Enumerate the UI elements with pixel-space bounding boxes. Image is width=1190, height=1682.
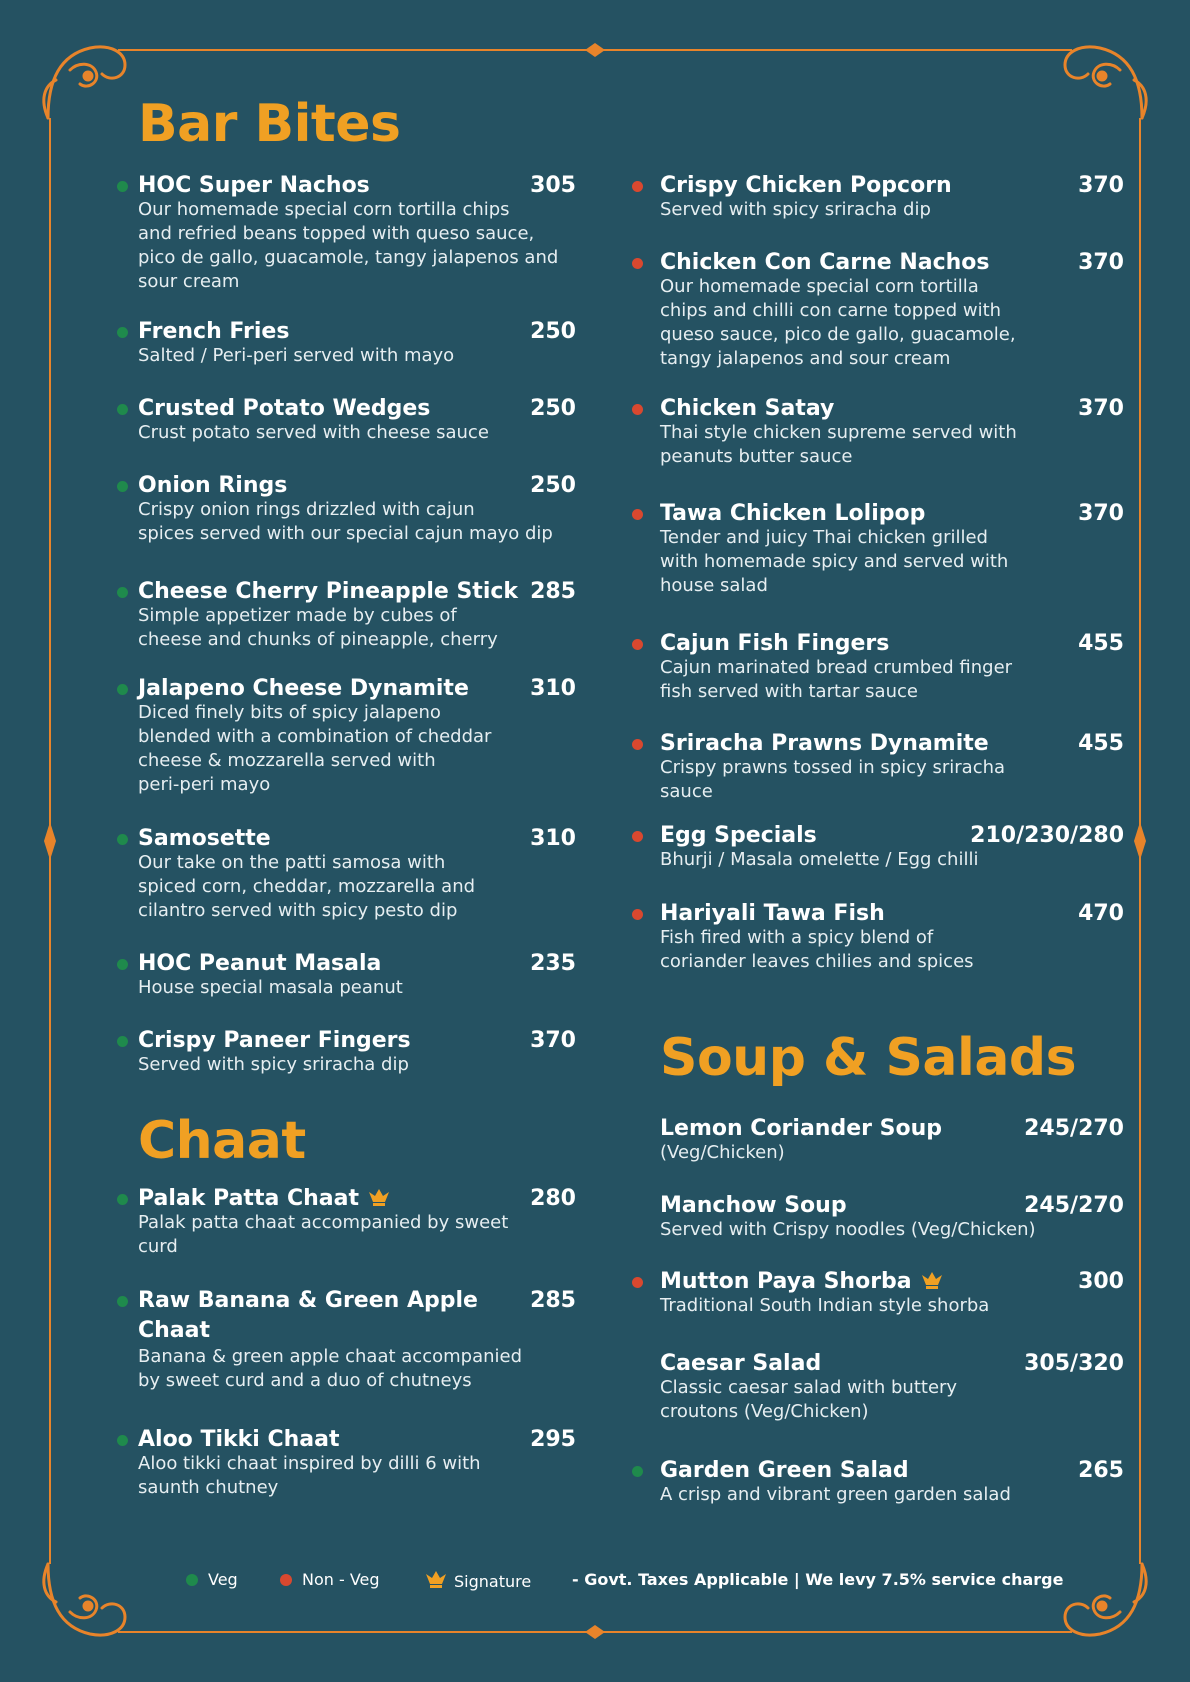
veg-dot-icon — [117, 181, 128, 192]
item-name: Crispy Chicken Popcorn — [660, 173, 952, 198]
item-name: Cajun Fish Fingers — [660, 631, 890, 656]
veg-dot-icon — [632, 1466, 643, 1477]
item-description: saunth chutney — [138, 1477, 279, 1498]
item-price: 285 — [530, 1288, 576, 1313]
signature-crown-icon — [920, 1269, 944, 1291]
item-description: Served with spicy sriracha dip — [660, 199, 931, 220]
item-description: tangy jalapenos and sour cream — [660, 348, 951, 369]
item-name: Mutton Paya Shorba — [660, 1268, 944, 1296]
item-description: Salted / Peri-peri served with mayo — [138, 345, 455, 366]
item-name: HOC Peanut Masala — [138, 951, 382, 976]
item-description: A crisp and vibrant green garden salad — [660, 1484, 1011, 1505]
item-description: (Veg/Chicken) — [660, 1142, 785, 1163]
item-description: chips and chilli con carne topped with — [660, 300, 1002, 321]
item-description: Crispy prawns tossed in spicy sriracha — [660, 757, 1006, 778]
section-title-chaat: Chaat — [138, 1111, 306, 1171]
item-description: Fish fired with a spicy blend of — [660, 927, 934, 948]
item-name-line2: Chaat — [138, 1318, 211, 1343]
item-description: cheese & mozzarella served with — [138, 750, 436, 771]
item-name: Sriracha Prawns Dynamite — [660, 731, 989, 756]
item-description: Our homemade special corn tortilla — [660, 276, 979, 297]
item-description: cheese and chunks of pineapple, cherry — [138, 629, 498, 650]
item-description: coriander leaves chilies and spices — [660, 951, 974, 972]
item-description: Simple appetizer made by cubes of — [138, 605, 457, 626]
signature-crown-icon — [367, 1186, 391, 1208]
item-price: 310 — [530, 676, 576, 701]
veg-dot-icon — [117, 959, 128, 970]
item-description: Classic caesar salad with buttery — [660, 1377, 958, 1398]
item-description: peanuts butter sauce — [660, 446, 853, 467]
item-price: 250 — [530, 396, 576, 421]
item-name: Caesar Salad — [660, 1351, 822, 1376]
veg-dot-icon — [117, 404, 128, 415]
item-price: 280 — [530, 1186, 576, 1211]
item-price: 250 — [530, 319, 576, 344]
veg-dot-icon — [117, 1036, 128, 1047]
veg-dot-icon — [117, 1435, 128, 1446]
item-description: Bhurji / Masala omelette / Egg chilli — [660, 849, 979, 870]
nonveg-dot-icon — [632, 1277, 643, 1288]
item-description: with homemade spicy and served with — [660, 551, 1009, 572]
nonveg-dot-icon — [632, 404, 643, 415]
item-name: Palak Patta Chaat — [138, 1185, 391, 1213]
item-description: sauce — [660, 781, 713, 802]
item-price: 245/270 — [1024, 1193, 1124, 1218]
item-price: 305 — [530, 173, 576, 198]
veg-dot-icon — [117, 481, 128, 492]
item-name: Hariyali Tawa Fish — [660, 901, 885, 926]
item-price: 210/230/280 — [970, 823, 1124, 848]
item-description: pico de gallo, guacamole, tangy jalapenos and — [138, 247, 559, 268]
veg-dot-icon — [117, 684, 128, 695]
item-description: spiced corn, cheddar, mozzarella and — [138, 876, 476, 897]
nonveg-dot-icon — [280, 1574, 292, 1586]
legend-tax-note: - Govt. Taxes Applicable | We levy 7.5% service charge — [572, 1570, 1064, 1589]
item-description: blended with a combination of cheddar — [138, 726, 492, 747]
item-description: spices served with our special cajun mayo dip — [138, 523, 553, 544]
item-description: house salad — [660, 575, 768, 596]
veg-dot-icon — [117, 327, 128, 338]
item-description: Our homemade special corn tortilla chips — [138, 199, 510, 220]
item-description: curd — [138, 1236, 178, 1257]
item-description: Served with spicy sriracha dip — [138, 1054, 409, 1075]
item-description: Cajun marinated bread crumbed finger — [660, 657, 1013, 678]
legend — [0, 1568, 1190, 1598]
veg-dot-icon — [117, 1194, 128, 1205]
item-name: French Fries — [138, 319, 290, 344]
item-description: Thai style chicken supreme served with — [660, 422, 1017, 443]
item-description: by sweet curd and a duo of chutneys — [138, 1370, 472, 1391]
nonveg-dot-icon — [632, 739, 643, 750]
item-price: 370 — [1078, 250, 1124, 275]
signature-crown-icon — [424, 1568, 448, 1590]
item-price: 310 — [530, 826, 576, 851]
item-name: HOC Super Nachos — [138, 173, 370, 198]
nonveg-dot-icon — [632, 639, 643, 650]
item-price: 295 — [530, 1427, 576, 1452]
item-price: 285 — [530, 579, 576, 604]
veg-dot-icon — [117, 1296, 128, 1307]
item-price: 370 — [1078, 501, 1124, 526]
item-description: Crust potato served with cheese sauce — [138, 422, 489, 443]
item-description: queso sauce, pico de gallo, guacamole, — [660, 324, 1016, 345]
item-description: Aloo tikki chaat inspired by dilli 6 with — [138, 1453, 481, 1474]
item-description: Diced finely bits of spicy jalapeno — [138, 702, 441, 723]
item-description: Crispy onion rings drizzled with cajun — [138, 499, 475, 520]
item-name: Onion Rings — [138, 473, 288, 498]
item-name: Jalapeno Cheese Dynamite — [138, 676, 469, 701]
item-description: and refried beans topped with queso sauce, — [138, 223, 535, 244]
section-title-bar-bites: Bar Bites — [138, 94, 401, 154]
item-price: 455 — [1078, 731, 1124, 756]
item-description: fish served with tartar sauce — [660, 681, 918, 702]
item-price: 300 — [1078, 1269, 1124, 1294]
item-description: Banana & green apple chaat accompanied — [138, 1346, 523, 1367]
item-name: Aloo Tikki Chaat — [138, 1427, 340, 1452]
item-price: 470 — [1078, 901, 1124, 926]
item-name: Lemon Coriander Soup — [660, 1116, 943, 1141]
item-price: 245/270 — [1024, 1116, 1124, 1141]
veg-dot-icon — [186, 1574, 198, 1586]
item-description: Tender and juicy Thai chicken grilled — [660, 527, 988, 548]
item-name: Samosette — [138, 826, 271, 851]
item-price: 235 — [530, 951, 576, 976]
item-price: 305/320 — [1024, 1351, 1124, 1376]
item-name: Chicken Con Carne Nachos — [660, 250, 990, 275]
nonveg-dot-icon — [632, 831, 643, 842]
item-name: Egg Specials — [660, 823, 817, 848]
item-description: Traditional South Indian style shorba — [660, 1295, 990, 1316]
nonveg-dot-icon — [632, 909, 643, 920]
nonveg-dot-icon — [632, 181, 643, 192]
nonveg-dot-icon — [632, 258, 643, 269]
item-name: Crusted Potato Wedges — [138, 396, 431, 421]
item-name: Cheese Cherry Pineapple Stick — [138, 579, 519, 604]
item-description: Served with Crispy noodles (Veg/Chicken) — [660, 1219, 1036, 1240]
item-description: Our take on the patti samosa with — [138, 852, 446, 873]
legend-signature-label: Signature — [454, 1572, 532, 1591]
section-title-soup-salads: Soup & Salads — [660, 1028, 1077, 1088]
veg-dot-icon — [117, 834, 128, 845]
item-description: sour cream — [138, 271, 240, 292]
legend-veg-label: Veg — [208, 1570, 238, 1589]
item-price: 455 — [1078, 631, 1124, 656]
item-name: Manchow Soup — [660, 1193, 847, 1218]
legend-veg — [186, 1568, 238, 1592]
item-name: Garden Green Salad — [660, 1458, 909, 1483]
item-price: 370 — [1078, 173, 1124, 198]
item-price: 265 — [1078, 1458, 1124, 1483]
item-description: cilantro served with spicy pesto dip — [138, 900, 458, 921]
item-description: peri-peri mayo — [138, 774, 271, 795]
item-name: Crispy Paneer Fingers — [138, 1028, 411, 1053]
item-price: 370 — [530, 1028, 576, 1053]
item-description: Palak patta chaat accompanied by sweet — [138, 1212, 509, 1233]
nonveg-dot-icon — [632, 509, 643, 520]
item-name: Raw Banana & Green Apple — [138, 1288, 478, 1313]
veg-dot-icon — [117, 587, 128, 598]
legend-nonveg-label: Non - Veg — [302, 1570, 380, 1589]
item-name: Chicken Satay — [660, 396, 835, 421]
item-price: 250 — [530, 473, 576, 498]
legend-nonveg — [280, 1568, 380, 1592]
item-name: Tawa Chicken Lolipop — [660, 501, 926, 526]
item-description: House special masala peanut — [138, 977, 403, 998]
item-description: croutons (Veg/Chicken) — [660, 1401, 869, 1422]
legend-signature — [424, 1568, 531, 1594]
item-price: 370 — [1078, 396, 1124, 421]
